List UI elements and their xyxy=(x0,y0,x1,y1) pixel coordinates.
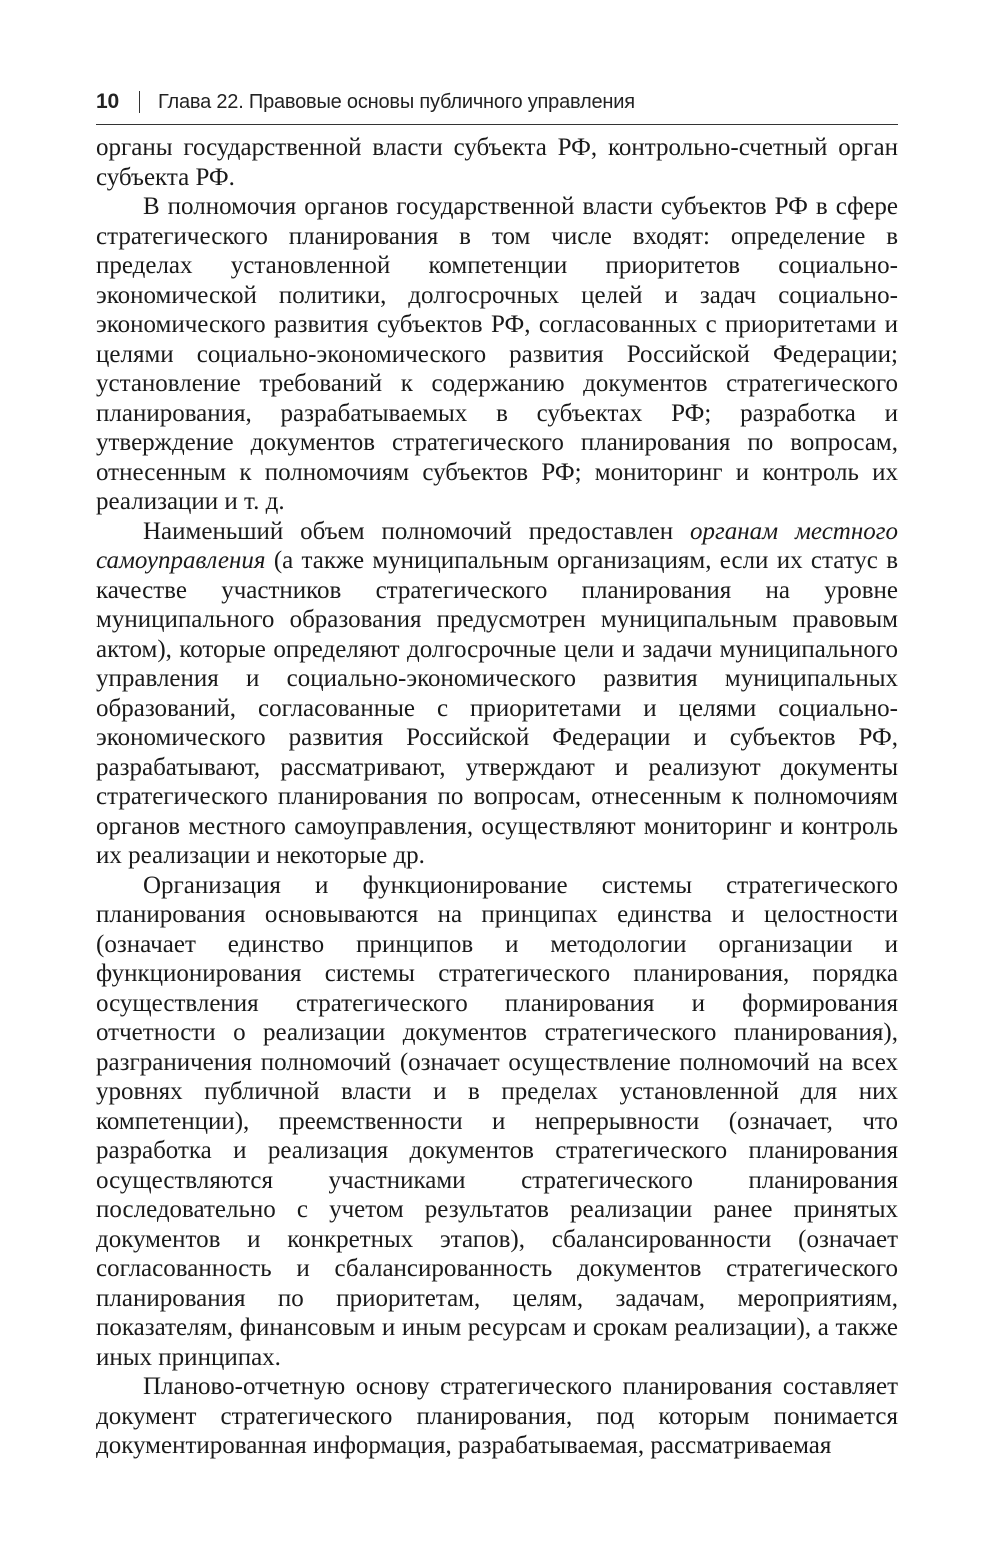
body-text xyxy=(96,133,898,1461)
header-rule xyxy=(96,124,898,125)
book-page xyxy=(96,82,898,1461)
paragraph: Планово-отчетную основу стратегического планирования составляет документ стратегического планирования, под которым понимается документированная информация, разрабатываемая, рассматриваемая xyxy=(96,1373,898,1459)
paragraph-rest: (а также муниципальным организациям, если их статус в качестве участников стратегического планирования на уровне муниципального образования предусмотрен муниципальным правовым актом), которые определяют долгосрочные цели и задачи муниципального управления и социально-экономического развития муниципальных образований, согласованные с приоритетами и целями социально-экономического развития Российской Федерации и субъектов РФ, разрабатывают, рассматривают, утверждают и реализуют документы стратегического планирования по вопросам, отнесенным к полномочиям органов местного самоуправления, осуществляют мониторинг и контроль их реализации и некоторые др. xyxy=(96,547,898,869)
header-separator xyxy=(139,91,140,113)
paragraph-continuation: органы государственной власти субъекта РФ, контрольно-счетный орган субъекта РФ. xyxy=(96,134,898,191)
page-number: 10 xyxy=(96,90,119,113)
paragraph: В полномочия органов государственной власти субъектов РФ в сфере стратегического планирования в том числе входят: определение в пределах установленной компетенции приоритетов социально-экономической политики, долгосрочных целей и задач социально-экономического развития субъектов РФ, согласованных с приоритетами и целями социально-экономического развития Российской Федерации; установление требований к содержанию документов стратегического планирования, разрабатываемых в субъектах РФ; разработка и утверждение документов стратегического планирования по вопросам, отнесенным к полномочиям субъектов РФ; мониторинг и контроль их реализации и т. д. xyxy=(96,193,898,515)
paragraph xyxy=(96,517,898,871)
paragraph: Организация и функционирование системы стратегического планирования основываются на принципах единства и целостности (означает единство принципов и методологии организации и функционирования системы стратегического планирования, порядка осуществления стратегического планирования и формирования отчетности о реализации документов стратегического планирования), разграничения полномочий (означает осуществление полномочий на всех уровнях публичной власти и в пределах установленной для них компетенции), преемственности и непрерывности (означает, что разработка и реализация документов стратегического планирования осуществляются участниками стратегического планирования последовательно с учетом результатов реализации ранее принятых документов и конкретных этапов), сбалансированности (означает согласованность и сбалансированность документов стратегического планирования по приоритетам, целям, задачам, мероприятиям, показателям, финансовым и иным ресурсам и срокам реализации), а также иных принципах. xyxy=(96,871,898,1371)
running-header xyxy=(96,82,898,122)
chapter-title: Глава 22. Правовые основы публичного управления xyxy=(157,90,635,113)
paragraph-lead: Наименьший объем полномочий предоставлен xyxy=(143,517,674,545)
emphasis-term: органам местного самоуправления xyxy=(96,517,899,574)
